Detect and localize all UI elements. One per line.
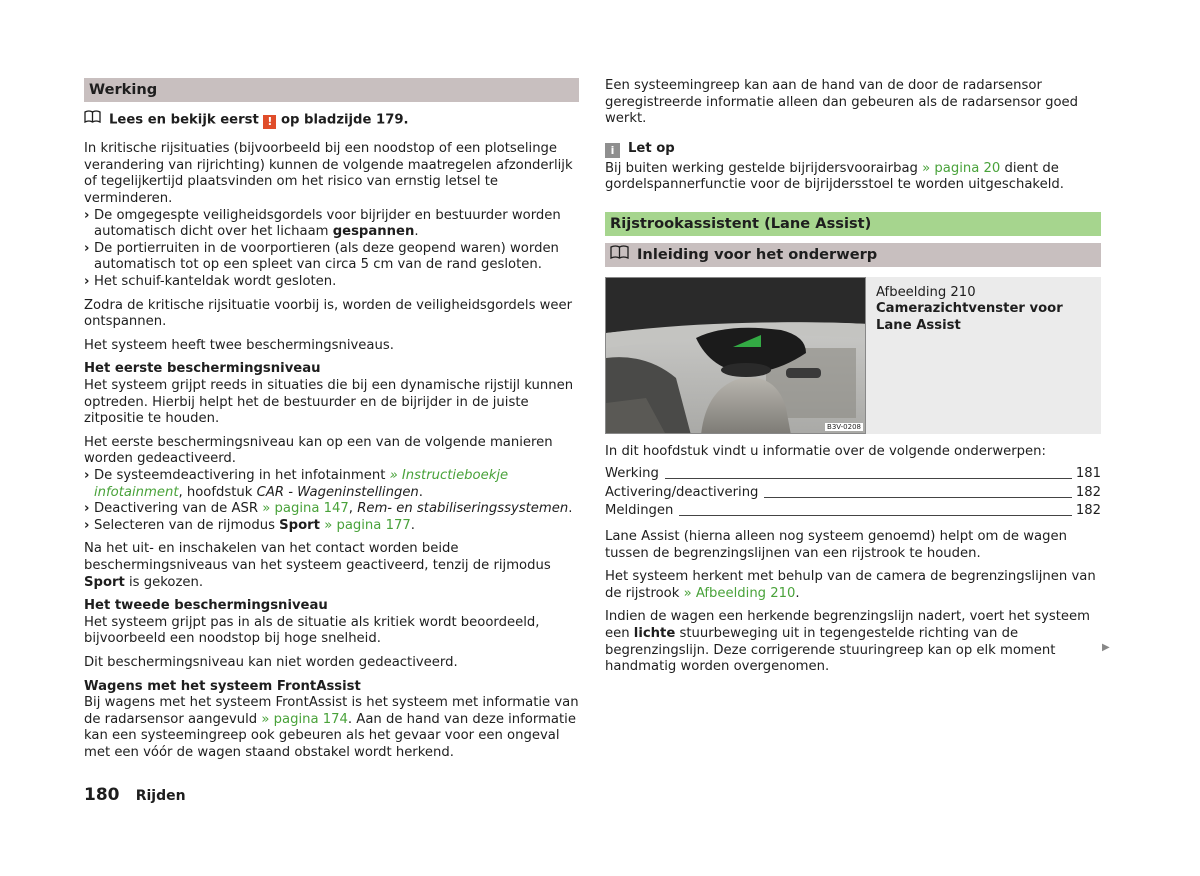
- continue-arrow: ▶: [1102, 642, 1110, 653]
- read-first-line: [84, 110, 579, 129]
- list-item: › Deactivering van de ASR » pagina 147, Rem- en stabiliseringssystemen.: [84, 501, 573, 517]
- arrow-bullet: ›: [84, 240, 90, 256]
- list-item: › Selecteren van de rijmodus Sport » pagina 177.: [84, 517, 415, 533]
- toc-item-activering[interactable]: Activering/deactivering 182: [605, 484, 1101, 500]
- list-item: › De portierruiten in de voorportieren (als deze geopend waren) worden automatisch tot op een spleet van circa 5 cm van de rand gesloten.: [84, 240, 559, 273]
- level1-paragraph: Het systeem grijpt reeds in situaties die bij een dynamische rijstijl kunnen optreden. Hierbij helpt het de bestuurder en de bijrijder in de juiste zitpositie te houden.: [84, 378, 574, 427]
- note-paragraph: Bij buiten werking gestelde bijrijdersvoorairbag » pagina 20 dient de gordelspannerfunctie voor de bijrijdersstoel te worden uitgeschakeld.: [605, 160, 1064, 193]
- list-item: › De systeemdeactivering in het infotainment » Instructieboekje infotainment, hoofdstuk CAR - Wageninstellingen.: [84, 467, 509, 500]
- camera-window-image: [605, 277, 866, 434]
- level2-heading: Het tweede beschermingsniveau: [84, 598, 328, 614]
- reactivate-paragraph: Na het uit- en inschakelen van het contact worden beide beschermingsniveaus van het systeem geactiveerd, tenzij de rijmodus Sport is gekozen.: [84, 541, 551, 590]
- frontassist-heading: Wagens met het systeem FrontAssist: [84, 678, 361, 694]
- read-first-text: Lees en bekijk eerst: [109, 112, 259, 128]
- section-heading-werking: Werking: [84, 78, 579, 102]
- page-footer: [84, 787, 186, 806]
- after-crisis-paragraph: Zodra de kritische rijsituatie voorbij is, worden de veiligheidsgordels weer ontspannen.: [84, 297, 573, 330]
- list-item: › De omgegespte veiligheidsgordels voor bijrijder en bestuurder worden automatisch dicht over het lichaam gespannen.: [84, 207, 561, 240]
- figure-210-link[interactable]: » Afbeelding 210: [683, 585, 796, 601]
- deactivate-intro: Het eerste beschermingsniveau kan op een van de volgende manieren worden gedeactiveerd.: [84, 434, 553, 467]
- toc-list: [605, 465, 1101, 521]
- lane-intro-paragraph: Lane Assist (hierna alleen nog systeem genoemd) helpt om de wagen tussen de begrenzingslijnen van een rijstrook te houden.: [605, 529, 1067, 561]
- figure-code: B3V-0208: [827, 422, 861, 431]
- arrow-bullet: ›: [84, 517, 90, 533]
- infotainment-link[interactable]: » Instructieboekje infotainment: [94, 467, 509, 500]
- arrow-bullet: ›: [84, 274, 90, 290]
- read-first-page[interactable]: op bladzijde 179.: [280, 112, 409, 128]
- page-177-link[interactable]: » pagina 177: [324, 517, 411, 533]
- page-20-link[interactable]: » pagina 20: [922, 160, 1001, 176]
- info-icon: i: [605, 143, 620, 158]
- subsection-heading: Inleiding voor het onderwerp: [605, 243, 1101, 267]
- intro-paragraph: In kritische rijsituaties (bijvoorbeeld bij een noodstop of een plotselinge verandering van rijrichting) kunnen de volgende maatregelen afzonderlijk of tegelijkertijd plaatsvinden om het risico van ernstig letsel te verminderen.: [84, 141, 573, 207]
- page-174-link[interactable]: » pagina 174: [261, 711, 348, 727]
- level1-heading: Het eerste beschermingsniveau: [84, 361, 321, 377]
- toc-intro: In dit hoofdstuk vindt u informatie over de volgende onderwerpen:: [605, 443, 1046, 459]
- arrow-bullet: ›: [84, 501, 90, 517]
- book-icon: [84, 110, 101, 129]
- two-levels-paragraph: Het systeem heeft twee beschermingsniveaus.: [84, 337, 394, 353]
- note-heading: i Let op: [605, 141, 1101, 158]
- warning-icon: !: [263, 115, 276, 129]
- arrow-bullet: ›: [84, 207, 90, 223]
- toc-item-werking[interactable]: Werking 181: [605, 466, 1101, 482]
- book-icon: [610, 243, 629, 267]
- figure-caption-box: [866, 277, 1101, 434]
- figure-label: Afbeelding 210: [876, 284, 976, 300]
- approach-paragraph: Indien de wagen een herkende begrenzingslijn nadert, voert het systeem een lichte stuurbeweging uit in tegengestelde richting van de begrenzingslijn. Deze corrigerende stuuringreep kan op elk moment handmatig worden overgenomen.: [605, 609, 1090, 675]
- section-heading-lane-assist: Rijstrookassistent (Lane Assist): [605, 212, 1101, 236]
- toc-item-meldingen[interactable]: Meldingen 182: [605, 503, 1101, 519]
- level2-note: Dit beschermingsniveau kan niet worden gedeactiveerd.: [84, 654, 458, 670]
- radar-paragraph: Een systeemingreep kan aan de hand van de door de radarsensor geregistreerde informatie alleen dan gebeuren als de radarsensor goed werkt.: [605, 78, 1079, 127]
- level2-paragraph: Het systeem grijpt pas in als de situatie als kritiek wordt beoordeeld, bijvoorbeeld een noodstop bij hoge snelheid.: [84, 614, 540, 647]
- arrow-bullet: ›: [84, 467, 90, 483]
- right-column: [605, 78, 1101, 676]
- page-147-link[interactable]: » pagina 147: [262, 501, 349, 517]
- left-column: [84, 78, 579, 761]
- figure-210: [605, 277, 1101, 434]
- page-number: 180: [84, 785, 120, 805]
- list-item: › Het schuif-kanteldak wordt gesloten.: [84, 274, 337, 290]
- camera-paragraph: Het systeem herkent met behulp van de camera de begrenzingslijnen van de rijstrook » Afbeelding 210.: [605, 569, 1096, 601]
- frontassist-paragraph: Bij wagens met het systeem FrontAssist is het systeem met informatie van de radarsensor aangevuld » pagina 174. Aan de hand van deze informatie kan een systeemingreep ook gebeuren als het gevaar voor een ongeval met een vóór de wagen staand obstakel wordt herkend.: [84, 695, 579, 760]
- chapter-name: Rijden: [135, 788, 186, 804]
- figure-caption: Camerazichtvenster voor Lane Assist: [876, 301, 1063, 333]
